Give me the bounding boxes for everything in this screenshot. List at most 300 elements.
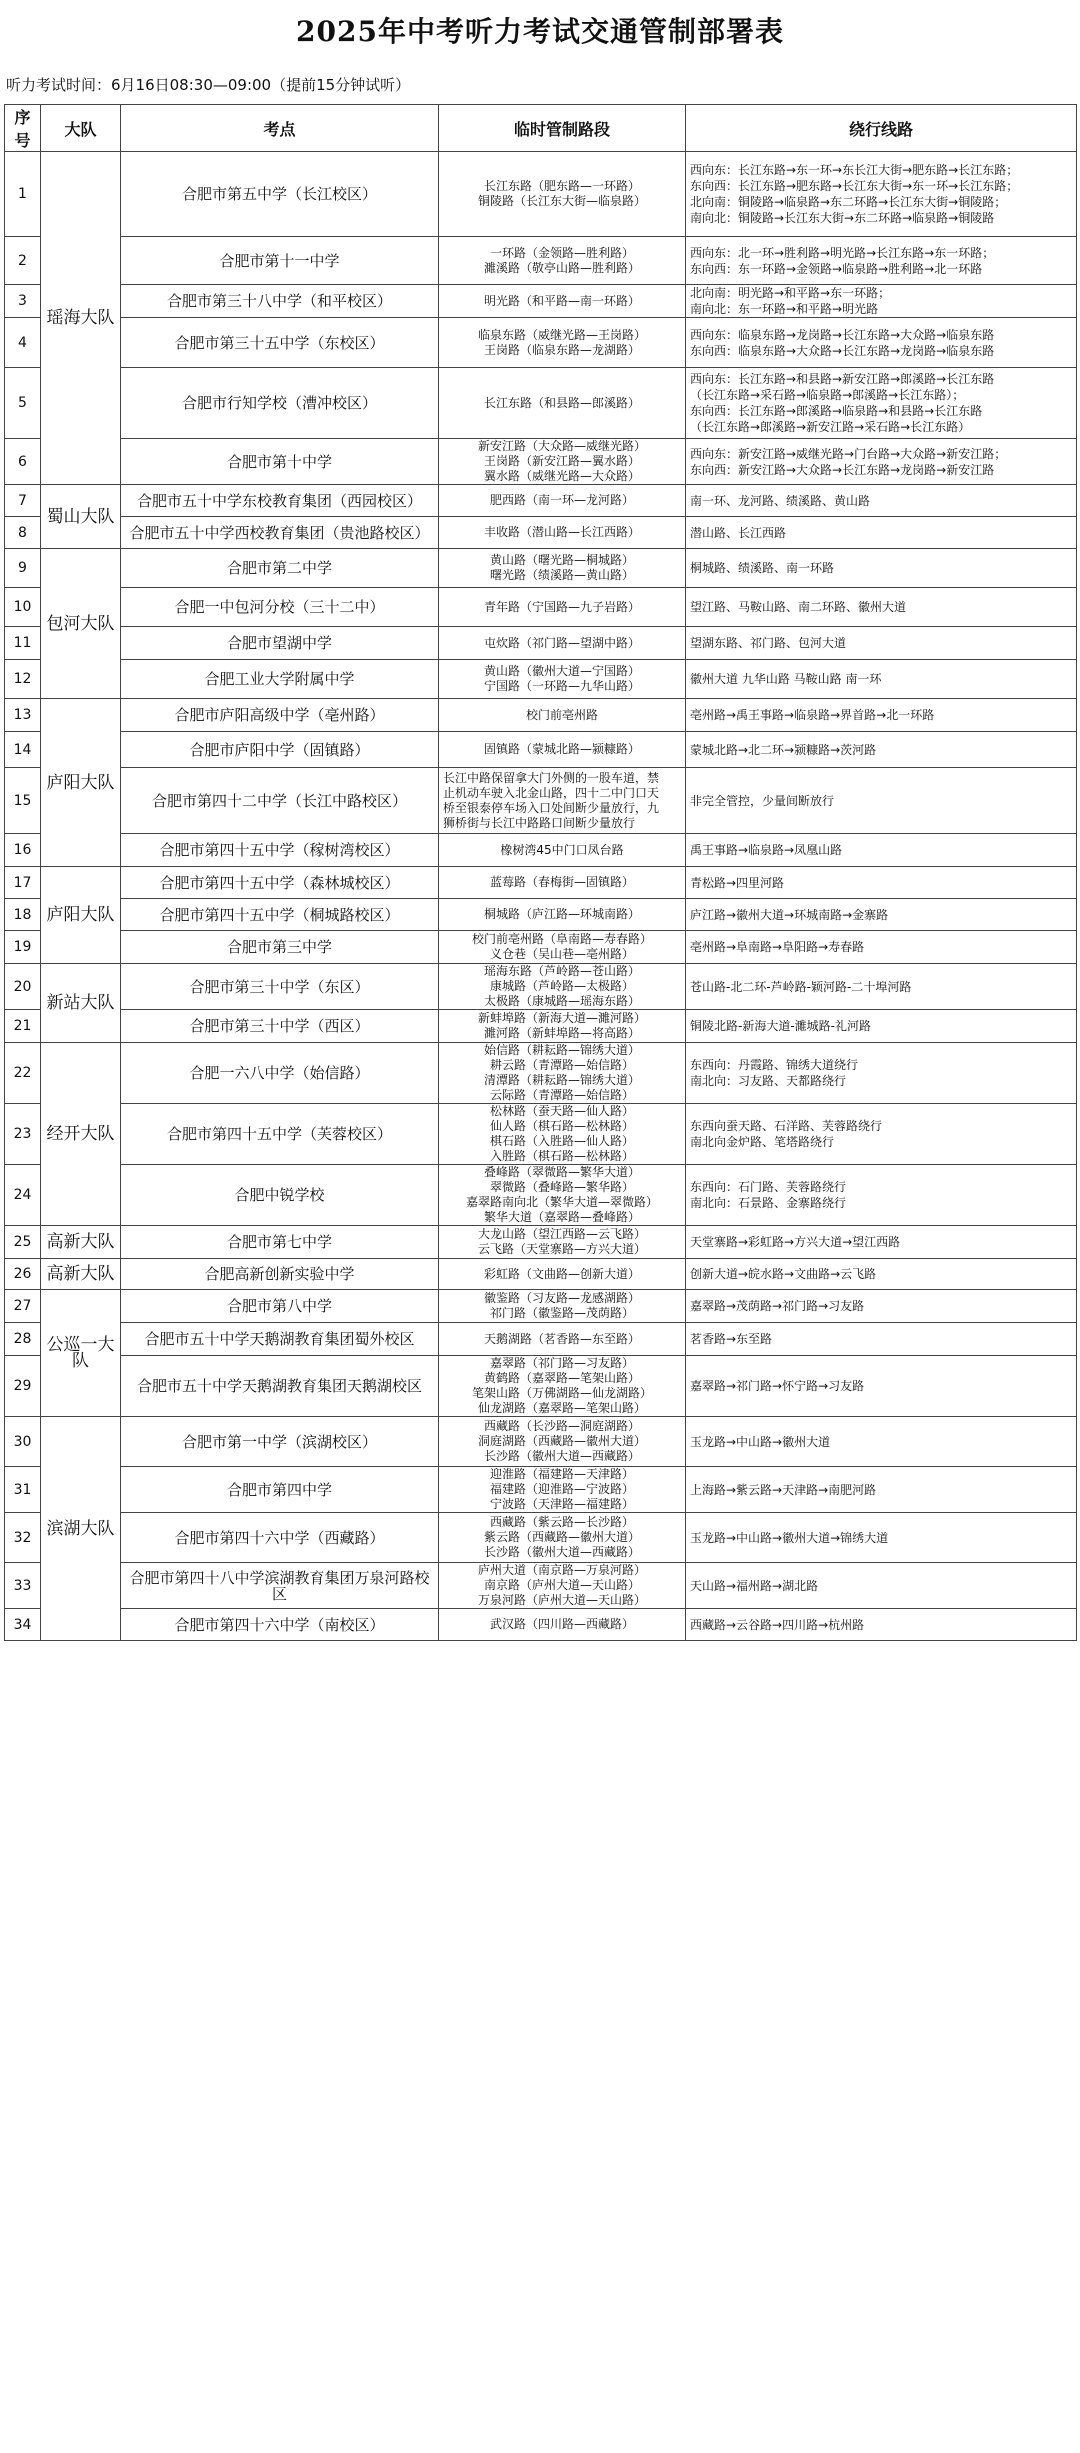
route-line: 东向西：临泉东路→大众路→长江东路→龙岗路→临泉东路: [690, 343, 995, 358]
segment-line: 太极路（康城路—瑶海东路）: [483, 994, 640, 1008]
controlled-segment-cell: [439, 439, 686, 485]
row-number: 27: [5, 1290, 41, 1323]
controlled-segment-cell: [439, 1104, 686, 1165]
exam-school: 合肥市五十中学东校教育集团（西园校区）: [121, 485, 439, 517]
segment-line: 松林路（蚕天路—仙人路）: [489, 1104, 634, 1118]
route-line: 南北向：习友路、天都路绕行: [690, 1074, 847, 1088]
controlled-segment-cell: [439, 834, 686, 867]
table-row: [5, 1323, 1077, 1356]
exam-school: 合肥市第一中学（滨湖校区）: [121, 1417, 439, 1467]
detour-route-cell: [686, 1104, 1077, 1165]
controlled-segment-cell: [439, 1043, 686, 1104]
table-row: [5, 1010, 1077, 1043]
row-number: 13: [5, 699, 41, 732]
controlled-segment-cell: [439, 699, 686, 732]
exam-school: 合肥工业大学附属中学: [121, 660, 439, 699]
detour-route-cell: [686, 1417, 1077, 1467]
table-row: [5, 237, 1077, 285]
detour-route-cell: [686, 1356, 1077, 1417]
segment-line: 长江东路（肥东路—一环路）: [483, 179, 640, 193]
segment-line: 曙光路（绩溪路—黄山路）: [489, 568, 634, 582]
detour-route-cell: [686, 660, 1077, 699]
controlled-segment-cell: [439, 485, 686, 517]
segment-line: 王岗路（临泉东路—龙湖路）: [483, 342, 640, 357]
route-line: 非完全管控，少量间断放行: [690, 793, 835, 808]
controlled-segment-cell: [439, 1356, 686, 1417]
exam-school: 合肥一六八中学（始信路）: [121, 1043, 439, 1104]
segment-line: 桥至银泰停车场入口处间断少量放行，九: [443, 800, 660, 815]
route-line: 望江路、马鞍山路、南二环路、徽州大道: [690, 600, 907, 614]
controlled-segment-cell: [439, 964, 686, 1010]
detour-route-cell: [686, 1226, 1077, 1259]
exam-school: 合肥市行知学校（漕冲校区）: [121, 368, 439, 439]
row-number: 5: [5, 368, 41, 439]
exam-school: 合肥市第三十五中学（东校区）: [121, 318, 439, 368]
segment-line: 迎淮路（福建路—天津路）: [489, 1467, 634, 1481]
route-line: 西向东：长江东路→东一环→东长江大街→肥东路→长江东路；: [690, 163, 1019, 177]
table-row: [5, 588, 1077, 627]
controlled-segment-cell: [439, 931, 686, 964]
segment-line: 彩虹路（文曲路—创新大道）: [483, 1266, 640, 1281]
segment-line: 云飞路（天堂寨路—方兴大道）: [477, 1242, 646, 1256]
segment-line: 耕云路（青潭路—始信路）: [489, 1058, 634, 1072]
segment-line: 青年路（宁国路—九子岩路）: [483, 599, 640, 614]
detour-route-cell: [686, 368, 1077, 439]
exam-school: 合肥市五十中学天鹅湖教育集团天鹅湖校区: [121, 1356, 439, 1417]
team-cell: 高新大队: [41, 1226, 121, 1259]
segment-line: 康城路（芦岭路—太极路）: [489, 979, 634, 993]
detour-route-cell: [686, 834, 1077, 867]
table-body: [5, 152, 1077, 1641]
route-line: 西藏路→云谷路→四川路→杭州路: [690, 1617, 865, 1632]
segment-line: 固镇路（蒙城北路—颍糠路）: [483, 742, 640, 756]
table-row: [5, 1356, 1077, 1417]
segment-line: 叠峰路（翠微路—繁华大道）: [483, 1165, 640, 1179]
segment-line: 宁国路（一环路—九华山路）: [483, 679, 640, 693]
segment-line: 仙人路（棋石路—松林路）: [489, 1119, 634, 1133]
controlled-segment-cell: [439, 899, 686, 931]
table-row: [5, 318, 1077, 368]
row-number: 34: [5, 1609, 41, 1641]
exam-school: 合肥一中包河分校（三十二中）: [121, 588, 439, 627]
detour-route-cell: [686, 1513, 1077, 1563]
route-line: 天堂寨路→彩虹路→方兴大道→望江西路: [690, 1235, 901, 1249]
segment-line: 宁波路（天津路—福建路）: [489, 1497, 634, 1511]
segment-line: 翠微路（叠峰路—繁华路）: [489, 1180, 634, 1194]
controlled-segment-cell: [439, 1290, 686, 1323]
row-number: 3: [5, 285, 41, 318]
exam-school: 合肥市第四十五中学（森林城校区）: [121, 867, 439, 899]
route-line: （长江东路→郎溪路→新安江路→采石路→长江东路）: [690, 420, 971, 434]
controlled-segment-cell: [439, 627, 686, 660]
route-line: 亳州路→阜南路→阜阳路→寿春路: [690, 940, 865, 954]
route-line: 庐江路→徽州大道→环城南路→金寨路: [690, 907, 889, 922]
table-row: [5, 732, 1077, 768]
segment-line: 万泉河路（庐州大道—天山路）: [477, 1593, 646, 1607]
route-line: 桐城路、绩溪路、南一环路: [690, 561, 835, 575]
exam-school: 合肥市第四十八中学滨湖教育集团万泉河路校区: [121, 1563, 439, 1609]
detour-route-cell: [686, 152, 1077, 237]
controlled-segment-cell: [439, 549, 686, 588]
segment-line: 始信路（耕耘路—锦绣大道）: [483, 1043, 640, 1057]
row-number: 9: [5, 549, 41, 588]
segment-line: 黄山路（徽州大道—宁国路）: [483, 664, 640, 678]
route-line: 创新大道→皖水路→文曲路→云飞路: [690, 1267, 877, 1281]
route-line: 东西向：石门路、芙蓉路绕行: [690, 1180, 847, 1194]
route-line: 北向南：明光路→和平路→东一环路；: [690, 286, 891, 300]
team-cell: 包河大队: [41, 549, 121, 699]
exam-school: 合肥中锐学校: [121, 1165, 439, 1226]
detour-route-cell: [686, 1010, 1077, 1043]
segment-line: 丰收路（潜山路—长江西路）: [483, 525, 640, 539]
exam-school: 合肥市第四十六中学（南校区）: [121, 1609, 439, 1641]
detour-route-cell: [686, 485, 1077, 517]
detour-route-cell: [686, 899, 1077, 931]
table-row: [5, 1290, 1077, 1323]
route-line: 天山路→福州路→湖北路: [690, 1578, 819, 1593]
row-number: 12: [5, 660, 41, 699]
detour-route-cell: [686, 549, 1077, 588]
traffic-control-table: [4, 104, 1077, 1641]
detour-route-cell: [686, 1609, 1077, 1641]
table-row: [5, 285, 1077, 318]
route-line: （长江东路→采石路→临泉路→郎溪路→长江东路）；: [690, 388, 965, 402]
segment-line: 长沙路（徽州大道—西藏路）: [483, 1449, 640, 1463]
exam-school: 合肥市望湖中学: [121, 627, 439, 660]
route-line: 苍山路-北二环-芦岭路-颖河路-二十埠河路: [690, 979, 912, 994]
segment-line: 祁门路（徽鉴路—茂荫路）: [489, 1306, 634, 1320]
team-cell: 高新大队: [41, 1259, 121, 1290]
header-team: 大队: [41, 105, 121, 152]
row-number: 14: [5, 732, 41, 768]
segment-line: 黄鹤路（嘉翠路—笔架山路）: [483, 1371, 640, 1385]
route-line: 西向东：新安江路→威继光路→门台路→大众路→新安江路；: [690, 446, 1007, 461]
exam-time-note: 听力考试时间：6月16日08:30—09:00（提前15分钟试听）: [6, 76, 411, 94]
segment-line: 屯炊路（祁门路—望湖中路）: [483, 635, 640, 650]
controlled-segment-cell: [439, 1259, 686, 1290]
segment-line: 明光路（和平路—南一环路）: [483, 293, 640, 308]
route-line: 东向西：长江东路→肥东路→长江东大街→东一环→长江东路；: [690, 179, 1019, 193]
detour-route-cell: [686, 1165, 1077, 1226]
detour-route-cell: [686, 867, 1077, 899]
route-line: 铜陵北路-新海大道-濉城路-礼河路: [690, 1019, 871, 1033]
controlled-segment-cell: [439, 237, 686, 285]
route-line: 嘉翠路→茂荫路→祁门路→习友路: [690, 1299, 865, 1313]
segment-line: 嘉翠路（祁门路—习友路）: [489, 1356, 634, 1370]
table-row: [5, 768, 1077, 834]
exam-school: 合肥市第三中学: [121, 931, 439, 964]
row-number: 28: [5, 1323, 41, 1356]
exam-school: 合肥市第三十八中学（和平校区）: [121, 285, 439, 318]
table-row: [5, 439, 1077, 485]
route-line: 上海路→紫云路→天津路→南肥河路: [690, 1482, 877, 1497]
team-cell: 蜀山大队: [41, 485, 121, 549]
detour-route-cell: [686, 439, 1077, 485]
table-row: [5, 931, 1077, 964]
controlled-segment-cell: [439, 1467, 686, 1513]
segment-line: 长江中路保留拿大门外侧的一股车道，禁: [443, 770, 660, 785]
controlled-segment-cell: [439, 1165, 686, 1226]
detour-route-cell: [686, 931, 1077, 964]
route-line: 东向西：东一环路→金领路→临泉路→胜利路→北一环路: [690, 261, 983, 276]
team-cell: 庐阳大队: [41, 699, 121, 867]
segment-line: 紫云路（西藏路—徽州大道）: [483, 1530, 640, 1544]
table-row: [5, 485, 1077, 517]
page-title: 2025年中考听力考试交通管制部署表: [296, 15, 784, 48]
table-row: [5, 152, 1077, 237]
exam-school: 合肥市第二中学: [121, 549, 439, 588]
table-row: [5, 1513, 1077, 1563]
row-number: 32: [5, 1513, 41, 1563]
table-row: [5, 368, 1077, 439]
table-row: [5, 1259, 1077, 1290]
controlled-segment-cell: [439, 152, 686, 237]
route-line: 玉龙路→中山路→徽州大道→锦绣大道: [690, 1530, 889, 1545]
controlled-segment-cell: [439, 1609, 686, 1641]
exam-school: 合肥市第五中学（长江校区）: [121, 152, 439, 237]
segment-line: 新安江路（大众路—威继光路）: [477, 439, 646, 453]
segment-line: 濉河路（新蚌埠路—将高路）: [483, 1026, 640, 1040]
table-row: [5, 1417, 1077, 1467]
row-number: 16: [5, 834, 41, 867]
segment-line: 南京路（庐州大道—天山路）: [483, 1578, 640, 1592]
detour-route-cell: [686, 588, 1077, 627]
team-cell: 新站大队: [41, 964, 121, 1043]
exam-school: 合肥高新创新实验中学: [121, 1259, 439, 1290]
row-number: 4: [5, 318, 41, 368]
segment-line: 狮桥街与长江中路路口间断少量放行: [443, 815, 636, 830]
controlled-segment-cell: [439, 517, 686, 549]
route-line: 东向西：新安江路→大众路→长江东路→龙岗路→新安江路: [690, 462, 995, 477]
controlled-segment-cell: [439, 867, 686, 899]
segment-line: 清潭路（耕耘路—锦绣大道）: [483, 1073, 640, 1087]
table-row: [5, 1563, 1077, 1609]
row-number: 19: [5, 931, 41, 964]
exam-school: 合肥市五十中学西校教育集团（贵池路校区）: [121, 517, 439, 549]
team-cell: 公巡一大队: [41, 1290, 121, 1417]
segment-line: 繁华大道（嘉翠路—叠峰路）: [483, 1210, 640, 1224]
team-cell: 经开大队: [41, 1043, 121, 1226]
controlled-segment-cell: [439, 660, 686, 699]
segment-line: 义仓巷（吴山巷—亳州路）: [489, 947, 634, 961]
row-number: 7: [5, 485, 41, 517]
row-number: 17: [5, 867, 41, 899]
row-number: 10: [5, 588, 41, 627]
detour-route-cell: [686, 1323, 1077, 1356]
detour-route-cell: [686, 627, 1077, 660]
controlled-segment-cell: [439, 368, 686, 439]
exam-school: 合肥市第十一中学: [121, 237, 439, 285]
exam-school: 合肥市第七中学: [121, 1226, 439, 1259]
segment-line: 西藏路（长沙路—洞庭湖路）: [483, 1419, 640, 1433]
controlled-segment-cell: [439, 1563, 686, 1609]
controlled-segment-cell: [439, 1513, 686, 1563]
row-number: 26: [5, 1259, 41, 1290]
team-cell: 瑶海大队: [41, 152, 121, 485]
table-row: [5, 517, 1077, 549]
exam-school: 合肥市五十中学天鹅湖教育集团蜀外校区: [121, 1323, 439, 1356]
segment-line: 大龙山路（望江西路—云飞路）: [477, 1227, 646, 1241]
segment-line: 庐州大道（南京路—万泉河路）: [477, 1563, 646, 1577]
row-number: 18: [5, 899, 41, 931]
table-row: [5, 660, 1077, 699]
route-line: 西向东：北一环→胜利路→明光路→长江东路→东一环路；: [690, 245, 995, 260]
exam-school: 合肥市第十中学: [121, 439, 439, 485]
route-line: 玉龙路→中山路→徽州大道: [690, 1434, 831, 1449]
detour-route-cell: [686, 699, 1077, 732]
detour-route-cell: [686, 318, 1077, 368]
segment-line: 云际路（青潭路—始信路）: [489, 1088, 634, 1102]
detour-route-cell: [686, 285, 1077, 318]
route-line: 茗香路→东至路: [690, 1332, 773, 1346]
segment-line: 黄山路（曙光路—桐城路）: [489, 553, 634, 567]
route-line: 潜山路、长江西路: [690, 525, 787, 540]
segment-line: 一环路（金领路—胜利路）: [489, 245, 634, 260]
row-number: 25: [5, 1226, 41, 1259]
exam-school: 合肥市庐阳高级中学（亳州路）: [121, 699, 439, 732]
exam-school: 合肥市第四中学: [121, 1467, 439, 1513]
route-line: 西向东：临泉东路→龙岗路→长江东路→大众路→临泉东路: [690, 327, 995, 342]
route-line: 亳州路→禹王事路→临泉路→界首路→北一环路: [690, 708, 935, 722]
row-number: 21: [5, 1010, 41, 1043]
row-number: 20: [5, 964, 41, 1010]
detour-route-cell: [686, 517, 1077, 549]
table-row: [5, 1226, 1077, 1259]
segment-line: 肥西路（南一环—龙河路）: [489, 493, 634, 507]
header-segment: 临时管制路段: [439, 105, 686, 152]
table-row: [5, 1165, 1077, 1226]
exam-school: 合肥市第四十五中学（桐城路校区）: [121, 899, 439, 931]
route-line: 西向东：长江东路→和县路→新安江路→郎溪路→长江东路: [690, 372, 995, 386]
segment-line: 桐城路（庐江路—环城南路）: [483, 907, 640, 921]
table-header-row: [5, 105, 1077, 152]
row-number: 6: [5, 439, 41, 485]
exam-school: 合肥市第三十中学（西区）: [121, 1010, 439, 1043]
row-number: 24: [5, 1165, 41, 1226]
segment-line: 徽鉴路（习友路—龙感湖路）: [483, 1291, 640, 1305]
table-row: [5, 1609, 1077, 1641]
segment-line: 长沙路（徽州大道—西藏路）: [483, 1545, 640, 1559]
controlled-segment-cell: [439, 1010, 686, 1043]
segment-line: 嘉翠路南向北（繁华大道—翠微路）: [465, 1195, 658, 1209]
table-row: [5, 834, 1077, 867]
row-number: 30: [5, 1417, 41, 1467]
segment-line: 武汉路（四川路—西藏路）: [489, 1617, 634, 1631]
route-line: 东西向蚕天路、石洋路、芙蓉路绕行: [690, 1119, 883, 1133]
segment-line: 橡树湾45中门口凤台路: [500, 842, 624, 857]
row-number: 2: [5, 237, 41, 285]
segment-line: 瑶海东路（芦岭路—苍山路）: [483, 964, 640, 978]
table-row: [5, 627, 1077, 660]
segment-line: 新蚌埠路（新海大道—濉河路）: [477, 1011, 646, 1025]
segment-line: 临泉东路（威继光路—王岗路）: [477, 327, 646, 342]
detour-route-cell: [686, 732, 1077, 768]
route-line: 南北向：石景路、金寨路绕行: [690, 1196, 847, 1210]
route-line: 南一环、龙河路、绩溪路、黄山路: [690, 493, 871, 508]
route-line: 嘉翠路→祁门路→怀宁路→习友路: [690, 1379, 865, 1393]
segment-line: 濉溪路（敬亭山路—胜利路）: [483, 260, 640, 275]
exam-school: 合肥市第四十六中学（西藏路）: [121, 1513, 439, 1563]
route-line: 北向南：铜陵路→临泉路→东二环路→长江东大街→铜陵路；: [690, 195, 1007, 209]
route-line: 南向北：东一环路→和平路→明光路: [690, 302, 879, 316]
detour-route-cell: [686, 1043, 1077, 1104]
row-number: 22: [5, 1043, 41, 1104]
route-line: 望湖东路、祁门路、包河大道: [690, 636, 847, 650]
segment-line: 笔架山路（万佛湖路—仙龙湖路）: [471, 1386, 652, 1400]
route-line: 南向北：铜陵路→长江东大街→东二环路→临泉路→铜陵路: [690, 211, 995, 225]
table-row: [5, 899, 1077, 931]
row-number: 23: [5, 1104, 41, 1165]
segment-line: 校门前亳州路（阜南路—寿春路）: [471, 932, 652, 946]
segment-line: 王岗路（新安江路—翼水路）: [483, 454, 640, 468]
controlled-segment-cell: [439, 1226, 686, 1259]
controlled-segment-cell: [439, 732, 686, 768]
controlled-segment-cell: [439, 1417, 686, 1467]
segment-line: 福建路（迎淮路—宁波路）: [489, 1482, 634, 1496]
exam-school: 合肥市第四十五中学（芙蓉校区）: [121, 1104, 439, 1165]
row-number: 29: [5, 1356, 41, 1417]
row-number: 15: [5, 768, 41, 834]
exam-school: 合肥市第四十二中学（长江中路校区）: [121, 768, 439, 834]
header-route: 绕行线路: [686, 105, 1077, 152]
segment-line: 止机动车驶入北金山路，四十二中门口天: [443, 785, 660, 800]
detour-route-cell: [686, 1290, 1077, 1323]
table-row: [5, 1043, 1077, 1104]
row-number: 1: [5, 152, 41, 237]
route-line: 青松路→四里河路: [690, 875, 785, 890]
segment-line: 翼水路（威继光路—大众路）: [483, 469, 640, 483]
table-row: [5, 867, 1077, 899]
team-cell: 庐阳大队: [41, 867, 121, 964]
route-line: 禹王事路→临泉路→凤凰山路: [690, 843, 843, 857]
row-number: 31: [5, 1467, 41, 1513]
exam-school: 合肥市庐阳中学（固镇路）: [121, 732, 439, 768]
table-row: [5, 1104, 1077, 1165]
segment-line: 仙龙湖路（嘉翠路—笔架山路）: [477, 1401, 646, 1415]
route-line: 南北向金炉路、笔塔路绕行: [690, 1135, 835, 1149]
controlled-segment-cell: [439, 318, 686, 368]
segment-line: 西藏路（紫云路—长沙路）: [489, 1515, 634, 1529]
team-cell: 滨湖大队: [41, 1417, 121, 1641]
segment-line: 洞庭湖路（西藏路—徽州大道）: [477, 1434, 646, 1448]
header-school: 考点: [121, 105, 439, 152]
segment-line: 天鹅湖路（茗香路—东至路）: [483, 1331, 640, 1346]
exam-school: 合肥市第四十五中学（稼树湾校区）: [121, 834, 439, 867]
row-number: 11: [5, 627, 41, 660]
row-number: 8: [5, 517, 41, 549]
segment-line: 蓝莓路（春梅街—固镇路）: [489, 875, 634, 889]
segment-line: 入胜路（棋石路—松林路）: [489, 1149, 634, 1163]
route-line: 东西向：丹霞路、锦绣大道绕行: [690, 1058, 859, 1072]
table-row: [5, 964, 1077, 1010]
route-line: 东向西：长江东路→郎溪路→临泉路→和县路→长江东路: [690, 404, 983, 418]
route-line: 徽州大道 九华山路 马鞍山路 南一环: [690, 672, 882, 686]
controlled-segment-cell: [439, 1323, 686, 1356]
table-row: [5, 1467, 1077, 1513]
detour-route-cell: [686, 1259, 1077, 1290]
header-no: 序号: [5, 105, 41, 152]
route-line: 蒙城北路→北二环→颍糠路→茨河路: [690, 742, 877, 757]
segment-line: 校门前亳州路: [525, 707, 598, 722]
segment-line: 长江东路（和县路—郎溪路）: [483, 395, 640, 410]
exam-school: 合肥市第三十中学（东区）: [121, 964, 439, 1010]
controlled-segment-cell: [439, 285, 686, 318]
segment-line: 铜陵路（长江东大街—临泉路）: [477, 194, 646, 208]
detour-route-cell: [686, 237, 1077, 285]
controlled-segment-cell: [439, 768, 686, 834]
detour-route-cell: [686, 768, 1077, 834]
row-number: 33: [5, 1563, 41, 1609]
